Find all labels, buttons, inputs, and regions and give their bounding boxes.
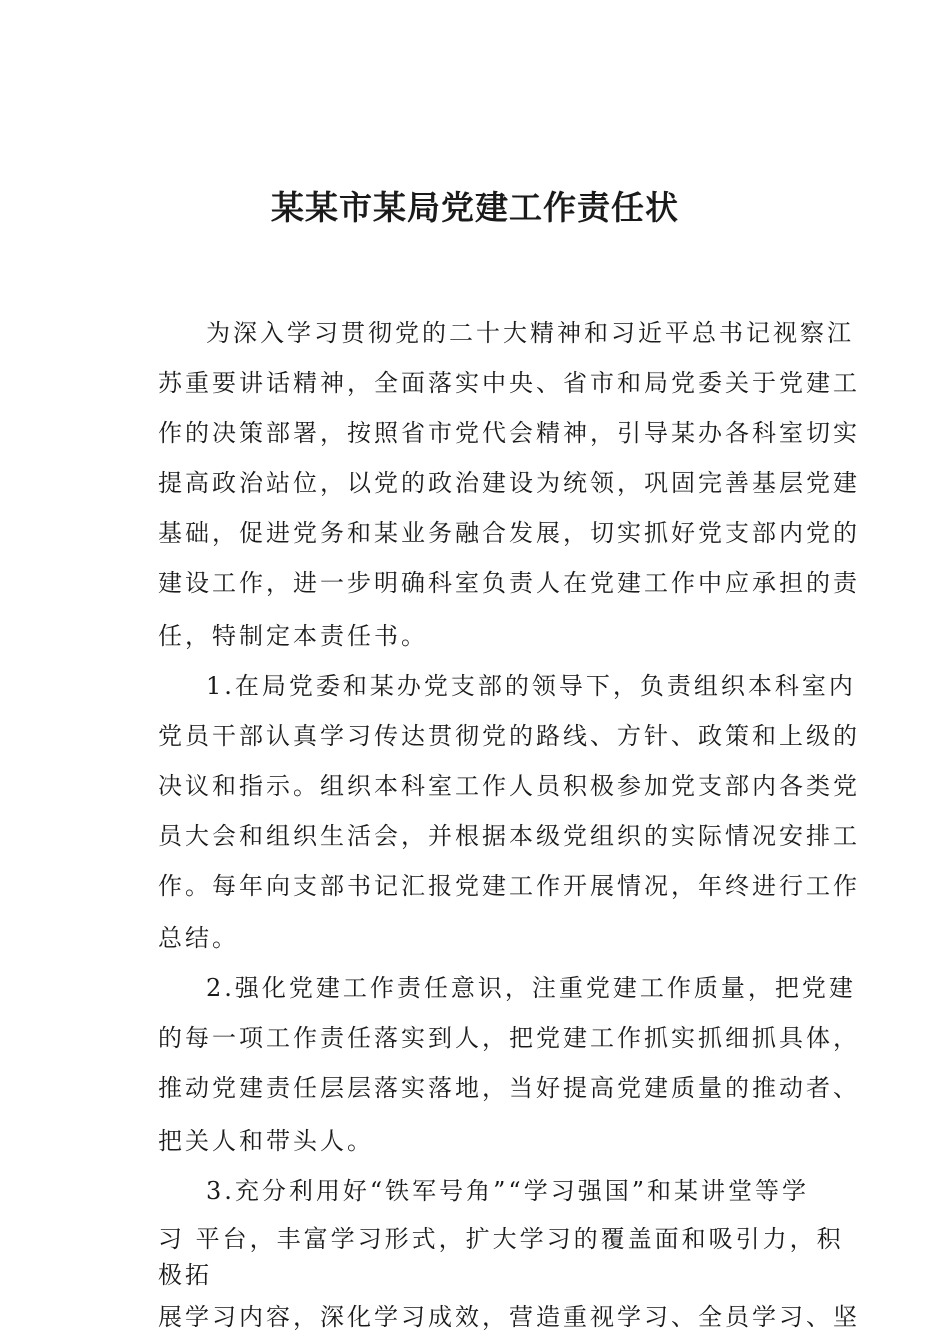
paragraph-line: 基础，促进党务和某业务融合发展，切实抓好党支部内党的 (158, 519, 860, 547)
paragraph-line: 建设工作，进一步明确科室负责人在党建工作中应承担的责 (158, 569, 860, 597)
paragraph-line: 展学习内容，深化学习成效，营造重视学习、全员学习、坚 (158, 1303, 860, 1331)
paragraph-line: 习 平台，丰富学习形式，扩大学习的覆盖面和吸引力，积 (158, 1225, 844, 1253)
paragraph-line: 为深入学习贯彻党的二十大精神和习近平总书记视察江 (206, 319, 854, 347)
paragraph-line: 苏重要讲话精神，全面落实中央、省市和局党委关于党建工 (158, 369, 860, 397)
paragraph-line: 的每一项工作责任落实到人，把党建工作抓实抓细抓具体， (158, 1024, 860, 1052)
document-title: 某某市某局党建工作责任状 (271, 188, 679, 227)
paragraph-line: 作的决策部署，按照省市党代会精神，引导某办各科室切实 (158, 419, 860, 447)
paragraph-line: 总结。 (158, 924, 239, 952)
paragraph-line: 党员干部认真学习传达贯彻党的路线、方针、政策和上级的 (158, 722, 860, 750)
paragraph-line: 决议和指示。组织本科室工作人员积极参加党支部内各类党 (158, 772, 860, 800)
paragraph-line: 3.充分利用好“铁军号角”“学习强国”和某讲堂等学 (206, 1177, 809, 1205)
paragraph-line: 任，特制定本责任书。 (158, 622, 428, 650)
paragraph-line: 作。每年向支部书记汇报党建工作开展情况，年终进行工作 (158, 872, 860, 900)
paragraph-line: 推动党建责任层层落实落地，当好提高党建质量的推动者、 (158, 1074, 860, 1102)
paragraph-line: 把关人和带头人。 (158, 1127, 374, 1155)
paragraph-line: 员大会和组织生活会，并根据本级党组织的实际情况安排工 (158, 822, 860, 850)
paragraph-line: 1.在局党委和某办党支部的领导下，负责组织本科室内 (206, 672, 856, 700)
paragraph-line: 2.强化党建工作责任意识，注重党建工作质量，把党建 (206, 974, 856, 1002)
paragraph-line: 提高政治站位，以党的政治建设为统领，巩固完善基层党建 (158, 469, 860, 497)
paragraph-line: 极拓 (158, 1261, 212, 1289)
